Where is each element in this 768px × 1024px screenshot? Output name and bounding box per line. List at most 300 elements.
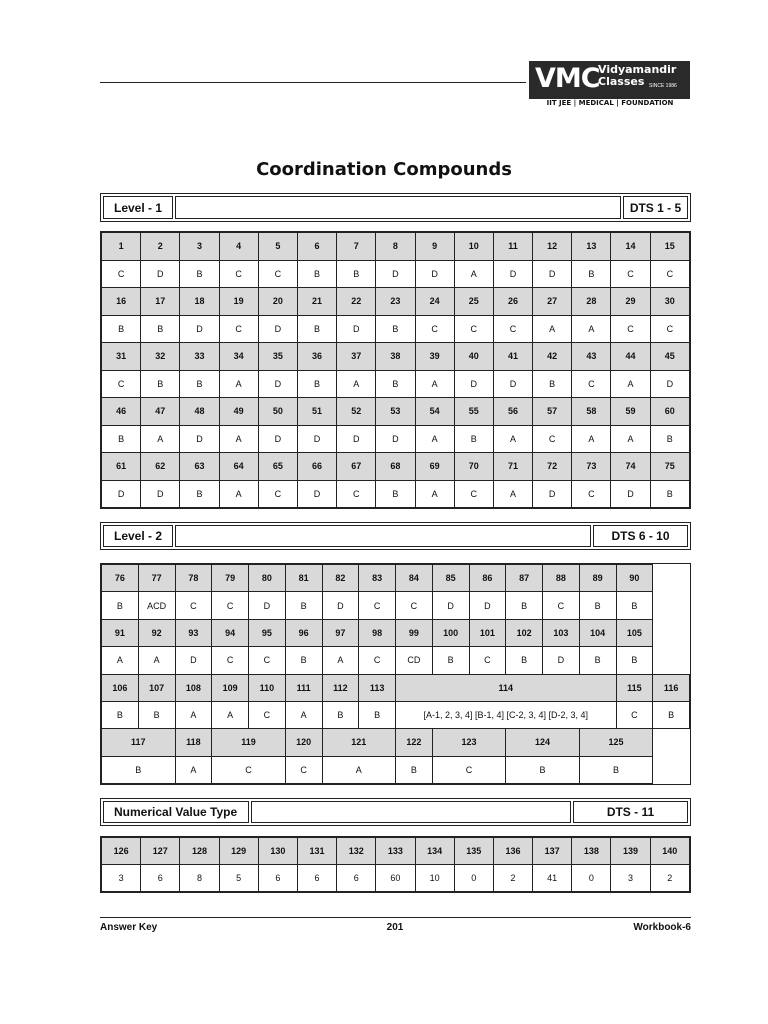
numerical-dts: DTS - 11	[573, 801, 688, 823]
question-number-cell: 74	[611, 453, 650, 481]
answer-cell: D	[493, 370, 532, 398]
question-number-cell: 16	[102, 288, 141, 316]
answer-cell: A	[415, 425, 454, 453]
question-number-cell: 42	[533, 343, 572, 371]
answer-cell: B	[572, 260, 611, 288]
question-number-cell: 46	[102, 398, 141, 426]
question-number-cell: 5	[258, 233, 297, 261]
question-number-cell: 127	[141, 838, 180, 865]
answer-cell: 60	[376, 865, 415, 892]
answer-cell: D	[297, 425, 336, 453]
question-number-cell: 96	[285, 619, 322, 646]
answer-cell: D	[141, 480, 180, 508]
answer-cell: C	[572, 480, 611, 508]
question-number-cell: 64	[219, 453, 258, 481]
question-number-cell: 27	[533, 288, 572, 316]
answer-cell: C	[432, 756, 506, 783]
answer-cell: B	[102, 425, 141, 453]
question-number-cell: 57	[533, 398, 572, 426]
question-number-cell: 91	[102, 619, 139, 646]
question-number-cell: 93	[175, 619, 212, 646]
level-1-header	[100, 193, 691, 222]
answer-cell: D	[533, 260, 572, 288]
question-number-cell: 54	[415, 398, 454, 426]
answer-cell: D	[376, 425, 415, 453]
question-number-cell: 132	[337, 838, 376, 865]
level-2-dts: DTS 6 - 10	[593, 525, 688, 547]
answer-cell: A	[285, 701, 322, 728]
answer-cell: ACD	[138, 592, 175, 619]
level-2-label: Level - 2	[103, 525, 173, 547]
answer-cell: 0	[454, 865, 493, 892]
question-number-cell: 78	[175, 565, 212, 592]
answer-cell: B	[285, 592, 322, 619]
question-number-cell: 67	[337, 453, 376, 481]
answer-cell: B	[579, 647, 616, 674]
answer-row	[102, 701, 690, 728]
question-number-cell: 70	[454, 453, 493, 481]
question-number-cell: 109	[212, 674, 249, 701]
question-number-cell: 140	[650, 838, 689, 865]
logo-since: SINCE 1986	[649, 83, 677, 89]
answer-cell: C	[359, 592, 396, 619]
footer-left: Answer Key	[100, 922, 158, 933]
question-number-cell: 126	[102, 838, 141, 865]
answer-cell: B	[396, 756, 433, 783]
answer-cell: B	[141, 315, 180, 343]
question-number-cell: 12	[533, 233, 572, 261]
question-number-cell: 36	[297, 343, 336, 371]
answer-row	[102, 647, 690, 674]
answer-cell: C	[611, 315, 650, 343]
answer-cell: D	[258, 370, 297, 398]
question-number-cell: 119	[212, 729, 286, 756]
question-number-cell: 51	[297, 398, 336, 426]
header-rule	[100, 82, 526, 83]
question-number-cell: 37	[337, 343, 376, 371]
question-number-cell: 49	[219, 398, 258, 426]
page-title: Coordination Compounds	[256, 159, 512, 180]
answer-cell: D	[432, 592, 469, 619]
question-number-cell: 102	[506, 619, 543, 646]
answer-cell: C	[175, 592, 212, 619]
answer-cell: D	[650, 370, 689, 398]
question-number-cell: 26	[493, 288, 532, 316]
answer-cell: A	[322, 756, 396, 783]
question-number-cell: 128	[180, 838, 219, 865]
answer-cell: 2	[493, 865, 532, 892]
question-number-row	[102, 288, 690, 316]
answer-cell: B	[650, 480, 689, 508]
level-1-answer-grid	[100, 231, 691, 509]
answer-cell: C	[454, 315, 493, 343]
question-number-cell: 53	[376, 398, 415, 426]
answer-cell: B	[376, 315, 415, 343]
question-number-cell: 103	[543, 619, 580, 646]
answer-cell: C	[212, 647, 249, 674]
answer-cell: D	[180, 315, 219, 343]
answer-cell: B	[533, 370, 572, 398]
answer-cell: 6	[141, 865, 180, 892]
answer-cell: C	[533, 425, 572, 453]
answer-cell: D	[102, 480, 141, 508]
answer-cell: A	[415, 370, 454, 398]
answer-cell: B	[506, 592, 543, 619]
answer-cell: D	[258, 425, 297, 453]
answer-cell: CD	[396, 647, 433, 674]
answer-cell: D	[297, 480, 336, 508]
question-number-row	[102, 838, 690, 865]
question-number-cell: 65	[258, 453, 297, 481]
answer-cell: C	[285, 756, 322, 783]
answer-cell: A	[102, 647, 139, 674]
question-number-cell: 94	[212, 619, 249, 646]
answer-cell: B	[616, 647, 653, 674]
answer-row	[102, 865, 690, 892]
question-number-cell: 32	[141, 343, 180, 371]
question-number-cell: 59	[611, 398, 650, 426]
answer-cell: C	[219, 315, 258, 343]
answer-cell: A	[533, 315, 572, 343]
answer-cell: A	[572, 425, 611, 453]
answer-cell: C	[572, 370, 611, 398]
question-number-row	[102, 343, 690, 371]
question-number-cell: 123	[432, 729, 506, 756]
answer-cell: B	[376, 370, 415, 398]
question-number-cell: 75	[650, 453, 689, 481]
answer-cell: A	[337, 370, 376, 398]
question-number-cell: 106	[102, 674, 139, 701]
question-number-cell: 33	[180, 343, 219, 371]
answer-cell: B	[297, 260, 336, 288]
question-number-row	[102, 674, 690, 701]
answer-cell: D	[175, 647, 212, 674]
answer-cell: D	[454, 370, 493, 398]
answer-cell: A	[611, 425, 650, 453]
question-number-cell: 77	[138, 565, 175, 592]
question-number-cell: 68	[376, 453, 415, 481]
question-number-cell: 71	[493, 453, 532, 481]
answer-cell: B	[102, 756, 176, 783]
answer-cell: A	[219, 480, 258, 508]
answer-cell: B	[138, 701, 175, 728]
question-number-cell: 101	[469, 619, 506, 646]
answer-row	[102, 480, 690, 508]
question-number-cell: 81	[285, 565, 322, 592]
answer-cell: 3	[611, 865, 650, 892]
question-number-cell: 43	[572, 343, 611, 371]
question-number-cell: 45	[650, 343, 689, 371]
question-number-cell: 55	[454, 398, 493, 426]
question-number-cell: 72	[533, 453, 572, 481]
question-number-cell: 130	[258, 838, 297, 865]
numerical-answer-grid	[100, 836, 691, 893]
numerical-label: Numerical Value Type	[103, 801, 249, 823]
question-number-cell: 7	[337, 233, 376, 261]
question-number-cell: 139	[611, 838, 650, 865]
question-number-cell: 99	[396, 619, 433, 646]
level-2-blank	[175, 525, 591, 547]
answer-row	[102, 370, 690, 398]
question-number-cell: 137	[533, 838, 572, 865]
answer-cell: C	[258, 260, 297, 288]
answer-cell: B	[506, 647, 543, 674]
answer-cell: 3	[102, 865, 141, 892]
answer-cell: C	[212, 756, 286, 783]
question-number-cell: 61	[102, 453, 141, 481]
question-number-cell: 60	[650, 398, 689, 426]
numerical-blank	[251, 801, 571, 823]
question-number-cell: 69	[415, 453, 454, 481]
answer-cell: B	[297, 370, 336, 398]
question-number-cell: 84	[396, 565, 433, 592]
question-number-cell: 124	[506, 729, 580, 756]
answer-cell: B	[180, 370, 219, 398]
question-number-cell: 76	[102, 565, 139, 592]
answer-cell: C	[469, 647, 506, 674]
question-number-cell: 88	[543, 565, 580, 592]
answer-cell: B	[322, 701, 359, 728]
answer-cell: A	[212, 701, 249, 728]
question-number-row	[102, 565, 690, 592]
answer-cell: C	[396, 592, 433, 619]
question-number-cell: 110	[249, 674, 286, 701]
answer-cell: A	[138, 647, 175, 674]
question-number-cell: 135	[454, 838, 493, 865]
question-number-cell: 90	[616, 565, 653, 592]
answer-cell: 2	[650, 865, 689, 892]
answer-cell: D	[180, 425, 219, 453]
question-number-cell: 112	[322, 674, 359, 701]
answer-cell: C	[258, 480, 297, 508]
question-number-cell: 82	[322, 565, 359, 592]
question-number-cell: 1	[102, 233, 141, 261]
answer-cell: C	[219, 260, 258, 288]
answer-cell: 10	[415, 865, 454, 892]
answer-cell: B	[297, 315, 336, 343]
answer-cell: D	[543, 647, 580, 674]
question-number-cell: 30	[650, 288, 689, 316]
answer-cell: B	[616, 592, 653, 619]
question-number-cell: 117	[102, 729, 176, 756]
answer-cell: A	[493, 425, 532, 453]
question-number-cell: 115	[616, 674, 653, 701]
question-number-row	[102, 619, 690, 646]
answer-cell: C	[102, 370, 141, 398]
answer-cell: D	[337, 425, 376, 453]
answer-cell: B	[180, 260, 219, 288]
question-number-cell: 80	[249, 565, 286, 592]
question-number-cell: 28	[572, 288, 611, 316]
answer-cell: D	[249, 592, 286, 619]
question-number-cell: 38	[376, 343, 415, 371]
question-number-cell: 50	[258, 398, 297, 426]
question-number-cell: 122	[396, 729, 433, 756]
question-number-cell: 104	[579, 619, 616, 646]
question-number-cell: 34	[219, 343, 258, 371]
answer-cell: C	[359, 647, 396, 674]
question-number-cell: 3	[180, 233, 219, 261]
answer-cell: A	[219, 370, 258, 398]
question-number-cell: 120	[285, 729, 322, 756]
answer-cell: B	[506, 756, 580, 783]
answer-row	[102, 315, 690, 343]
answer-cell: D	[469, 592, 506, 619]
answer-cell: C	[493, 315, 532, 343]
numerical-header	[100, 798, 691, 826]
answer-cell: 6	[297, 865, 336, 892]
question-number-cell: 108	[175, 674, 212, 701]
question-number-cell: 136	[493, 838, 532, 865]
answer-row	[102, 592, 690, 619]
question-number-cell: 47	[141, 398, 180, 426]
question-number-cell: 118	[175, 729, 212, 756]
answer-cell: A	[493, 480, 532, 508]
answer-cell: D	[258, 315, 297, 343]
answer-cell: C	[102, 260, 141, 288]
vmc-logo	[529, 61, 690, 99]
answer-cell: A	[415, 480, 454, 508]
answer-cell: D	[611, 480, 650, 508]
question-number-cell: 31	[102, 343, 141, 371]
answer-cell: A	[175, 756, 212, 783]
answer-cell: B	[454, 425, 493, 453]
question-number-cell: 22	[337, 288, 376, 316]
question-number-cell: 63	[180, 453, 219, 481]
footer-right: Workbook-6	[633, 922, 691, 933]
answer-cell: B	[180, 480, 219, 508]
question-number-cell: 107	[138, 674, 175, 701]
question-number-cell: 13	[572, 233, 611, 261]
question-number-cell: 6	[297, 233, 336, 261]
answer-cell: C	[212, 592, 249, 619]
answer-cell: B	[141, 370, 180, 398]
answer-cell: B	[579, 592, 616, 619]
answer-cell: A	[141, 425, 180, 453]
question-number-cell: 2	[141, 233, 180, 261]
answer-cell: C	[616, 701, 653, 728]
question-number-cell: 97	[322, 619, 359, 646]
question-number-row	[102, 729, 690, 756]
level-1-dts: DTS 1 - 5	[623, 196, 688, 219]
question-number-cell: 134	[415, 838, 454, 865]
answer-cell: C	[415, 315, 454, 343]
logo-name: Vidyamandir Classes	[598, 63, 677, 88]
level-2-header	[100, 522, 691, 550]
answer-cell: C	[650, 315, 689, 343]
answer-cell: B	[359, 701, 396, 728]
question-number-cell: 48	[180, 398, 219, 426]
question-number-row	[102, 398, 690, 426]
question-number-cell: 138	[572, 838, 611, 865]
answer-cell: B	[102, 701, 139, 728]
logo-brand: VMC	[535, 63, 600, 94]
answer-cell: A	[454, 260, 493, 288]
answer-cell: B	[337, 260, 376, 288]
answer-cell: C	[611, 260, 650, 288]
answer-row	[102, 260, 690, 288]
question-number-cell: 52	[337, 398, 376, 426]
answer-cell: 41	[533, 865, 572, 892]
question-number-cell: 19	[219, 288, 258, 316]
question-number-cell: 100	[432, 619, 469, 646]
question-number-cell: 10	[454, 233, 493, 261]
question-number-cell: 21	[297, 288, 336, 316]
level-1-blank	[175, 196, 621, 219]
question-number-cell: 131	[297, 838, 336, 865]
question-number-cell: 121	[322, 729, 396, 756]
answer-cell: D	[533, 480, 572, 508]
question-number-cell: 125	[579, 729, 653, 756]
question-number-cell: 41	[493, 343, 532, 371]
answer-cell: 0	[572, 865, 611, 892]
question-number-cell: 29	[611, 288, 650, 316]
question-number-cell: 4	[219, 233, 258, 261]
answer-cell: A	[572, 315, 611, 343]
answer-cell: D	[493, 260, 532, 288]
answer-cell: D	[141, 260, 180, 288]
answer-cell: C	[249, 647, 286, 674]
answer-cell: D	[337, 315, 376, 343]
question-number-cell: 95	[249, 619, 286, 646]
question-number-cell: 18	[180, 288, 219, 316]
question-number-cell: 14	[611, 233, 650, 261]
answer-cell: B	[102, 592, 139, 619]
question-number-cell: 89	[579, 565, 616, 592]
question-number-cell: 105	[616, 619, 653, 646]
question-number-cell: 116	[653, 674, 690, 701]
question-number-cell: 44	[611, 343, 650, 371]
question-number-cell: 73	[572, 453, 611, 481]
question-number-cell: 98	[359, 619, 396, 646]
footer-rule	[100, 917, 691, 918]
question-number-cell: 39	[415, 343, 454, 371]
question-number-cell: 23	[376, 288, 415, 316]
answer-cell: A	[611, 370, 650, 398]
answer-cell: 8	[180, 865, 219, 892]
question-number-cell: 92	[138, 619, 175, 646]
answer-cell: B	[650, 425, 689, 453]
answer-cell: D	[376, 260, 415, 288]
question-number-cell: 15	[650, 233, 689, 261]
answer-cell: B	[102, 315, 141, 343]
question-number-cell: 58	[572, 398, 611, 426]
answer-cell: C	[337, 480, 376, 508]
answer-cell: D	[415, 260, 454, 288]
answer-row	[102, 756, 690, 783]
question-number-row	[102, 233, 690, 261]
question-number-cell: 11	[493, 233, 532, 261]
answer-cell: B	[579, 756, 653, 783]
question-number-cell: 20	[258, 288, 297, 316]
question-number-cell: 17	[141, 288, 180, 316]
question-number-cell: 111	[285, 674, 322, 701]
answer-cell: C	[650, 260, 689, 288]
logo-tagline: IIT JEE | MEDICAL | FOUNDATION	[546, 99, 674, 107]
level-2-answer-grid	[100, 563, 691, 785]
answer-cell: 6	[258, 865, 297, 892]
question-number-cell: 35	[258, 343, 297, 371]
answer-cell: B	[653, 701, 690, 728]
answer-cell: C	[249, 701, 286, 728]
answer-cell: A	[219, 425, 258, 453]
answer-cell: D	[322, 592, 359, 619]
question-number-cell: 25	[454, 288, 493, 316]
question-number-cell: 24	[415, 288, 454, 316]
question-number-cell: 79	[212, 565, 249, 592]
question-number-cell: 114	[396, 674, 617, 701]
question-number-cell: 113	[359, 674, 396, 701]
